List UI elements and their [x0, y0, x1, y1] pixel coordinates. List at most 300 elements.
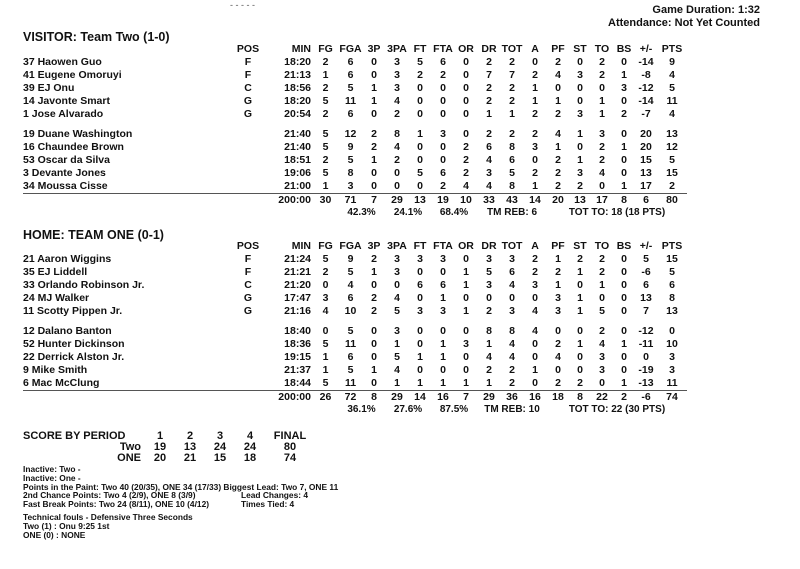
stat-cell [228, 377, 268, 390]
stat-cell: 1 [394, 338, 400, 351]
stat-cell: 3 [394, 68, 400, 81]
totals-blank [23, 193, 228, 206]
stat-cell: 5 [669, 81, 675, 94]
stat-cell: 1 [555, 252, 561, 265]
totals-blank [23, 390, 228, 403]
inactive-two: Inactive: Two - [23, 464, 81, 474]
stat-cell: 0 [577, 278, 583, 291]
stat-cell: 2 [532, 265, 538, 278]
stat-cell: 0 [577, 351, 583, 364]
stat-cell: 4 [555, 351, 561, 364]
stat-cell: 2 [532, 68, 538, 81]
stat-cell: 2 [555, 377, 561, 390]
column-header: A [531, 43, 539, 55]
total-cell: 13 [569, 193, 591, 206]
stat-cell: 5 [509, 167, 515, 180]
stat-cell: 1 [371, 94, 377, 107]
stat-cell: 0 [463, 325, 469, 338]
stat-cell: 9 [347, 141, 354, 154]
stat-cell: 18:36 [284, 338, 311, 351]
stat-cell: 0 [532, 351, 538, 364]
stat-cell: 0 [463, 107, 469, 120]
attendance: Attendance: Not Yet Counted [608, 17, 760, 29]
sbp-label: SCORE BY PERIOD [23, 430, 126, 442]
stat-cell: 0 [417, 81, 423, 94]
stat-cell: 1 [371, 154, 377, 167]
stat-cell: 0 [440, 265, 446, 278]
stat-cell: 2 [599, 55, 605, 68]
column-header: 3P [367, 43, 381, 55]
stat-cell: 2 [532, 252, 538, 265]
inactive-one: Inactive: One - [23, 472, 81, 483]
sbp-team: Two [119, 441, 141, 453]
stat-cell: 2 [599, 252, 605, 265]
period-header: 2 [186, 430, 194, 442]
total-cell: 8 [569, 390, 591, 403]
sbp-row [23, 442, 315, 453]
total-cell: 80 [657, 193, 687, 206]
row-gap [23, 317, 687, 325]
points-in-paint: Points in the Paint: Two 40 (20/35), ONE 34 (17/33) Biggest Lead: Two 7, ONE 11 [23, 481, 339, 492]
stat-cell: 11 [344, 338, 357, 351]
stat-cell: 3 [532, 278, 538, 291]
stat-cell: 3 [394, 265, 400, 278]
stat-cell: 6 [347, 107, 354, 120]
stat-cell: 2 [599, 325, 605, 338]
player-row [23, 69, 687, 82]
stat-cell: 0 [577, 325, 583, 338]
stat-cell: 2 [463, 167, 469, 180]
stat-cell: 0 [555, 81, 561, 94]
stat-cell: 0 [532, 377, 538, 390]
stat-cell: 0 [394, 278, 400, 291]
game-notes [23, 465, 338, 539]
total-cell: 14 [409, 390, 431, 403]
stat-cell: 3 [669, 364, 675, 377]
stat-cell: 1 [577, 265, 583, 278]
player-row [23, 325, 687, 338]
stat-cell: 3 [509, 304, 515, 317]
stat-cell: 4 [555, 128, 561, 141]
total-cell: 29 [385, 193, 409, 206]
player-row [23, 266, 687, 279]
stat-cell: 3 [599, 128, 605, 141]
stat-cell: 3 [577, 107, 583, 120]
total-cell: 33 [477, 193, 501, 206]
player-name: 37 Haowen Guo [23, 55, 102, 68]
total-cell: -6 [635, 390, 657, 403]
player-row [23, 338, 687, 351]
stat-cell: 3 [486, 167, 492, 180]
stat-cell: 12 [344, 128, 357, 141]
stat-cell: 4 [394, 94, 400, 107]
stat-cell: 1 [417, 377, 423, 390]
sbp-header [23, 431, 315, 442]
total-cell: 19 [431, 193, 455, 206]
stat-cell: 0 [463, 351, 469, 364]
stat-cell: 0 [440, 141, 446, 154]
stat-cell: 1 [371, 364, 377, 377]
stat-cell: 20 [640, 141, 652, 154]
stat-cell: 2 [322, 154, 329, 167]
stat-cell: 6 [347, 68, 354, 81]
stat-cell: 3 [486, 252, 492, 265]
player-name: 19 Duane Washington [23, 128, 133, 141]
stat-cell: 1 [621, 338, 627, 351]
column-header: PTS [661, 43, 683, 55]
stat-cell: 15 [640, 154, 652, 167]
stat-cell: C [244, 81, 252, 94]
stat-cell: 0 [417, 154, 423, 167]
player-name: 16 Chaundee Brown [23, 141, 124, 154]
stat-cell: 8 [347, 167, 354, 180]
stat-cell: 21:40 [284, 141, 311, 154]
total-cell: 18 [547, 390, 569, 403]
stat-cell: 3 [532, 141, 538, 154]
player-row [23, 128, 687, 141]
stat-cell: 0 [463, 364, 469, 377]
stat-cell: 3 [394, 81, 400, 94]
stat-cell: 5 [322, 141, 329, 154]
stat-cell: 2 [486, 81, 492, 94]
final-header: FINAL [273, 430, 307, 442]
row-gap [23, 120, 687, 128]
ft-pct: 68.4% [439, 206, 469, 218]
stat-cell: 5 [417, 55, 423, 68]
stat-cell: 3 [577, 68, 583, 81]
stat-cell: 11 [344, 94, 357, 107]
stat-cell: 1 [621, 180, 627, 193]
gap-cell [23, 120, 687, 128]
stat-cell: 0 [440, 364, 446, 377]
total-cell: 43 [501, 193, 523, 206]
stat-cell: 13 [640, 291, 652, 304]
stat-cell: 8 [486, 325, 492, 338]
player-name: 21 Aaron Wiggins [23, 252, 112, 265]
stat-cell: 5 [486, 265, 492, 278]
stat-cell: 3 [669, 351, 675, 364]
column-header: +/- [639, 43, 653, 55]
column-header: FGA [339, 240, 362, 252]
totals-blank [228, 193, 268, 206]
player-row [23, 377, 687, 390]
player-row [23, 108, 687, 121]
stat-cell: 1 [621, 377, 627, 390]
stat-cell: 0 [621, 167, 627, 180]
fg-pct: 42.3% [347, 206, 376, 218]
stat-cell: 4 [322, 304, 329, 317]
stat-cell: 0 [621, 304, 627, 317]
stat-cell: 6 [440, 55, 446, 68]
stat-cell: 0 [532, 291, 538, 304]
home-box-score [23, 240, 687, 417]
stat-cell: 4 [486, 180, 492, 193]
stat-cell: 0 [621, 128, 627, 141]
stat-cell: 4 [532, 325, 538, 338]
stat-cell: 1 [371, 265, 377, 278]
stat-cell: 0 [371, 55, 377, 68]
stat-cell: -12 [638, 81, 654, 94]
column-header: ST [573, 43, 587, 55]
stat-cell: 2 [555, 55, 561, 68]
total-turnovers: TOT TO: 18 (18 PTS) [568, 206, 666, 218]
visitor-title: VISITOR: Team Two (1-0) [23, 30, 170, 44]
stat-cell: G [243, 291, 253, 304]
ft-pct: 87.5% [439, 403, 469, 415]
stat-cell: 2 [577, 252, 583, 265]
fast-break-row [23, 500, 338, 509]
stat-cell: 3 [577, 167, 583, 180]
stat-cell: 1 [599, 278, 605, 291]
total-cell: 74 [657, 390, 687, 403]
game-meta [608, 4, 760, 30]
team-rebounds: TM REB: 10 [484, 403, 540, 415]
stat-cell: 3 [555, 291, 561, 304]
player-name: 6 Mac McClung [23, 377, 100, 390]
stat-cell: -6 [641, 265, 651, 278]
stat-cell: 5 [643, 252, 649, 265]
stat-cell: 4 [347, 278, 354, 291]
stat-cell: 0 [621, 265, 627, 278]
sbp-team: ONE [117, 452, 141, 464]
stat-cell: 3 [555, 304, 561, 317]
stat-cell: 5 [347, 265, 354, 278]
stat-cell: 1 [440, 338, 446, 351]
column-header: MIN [291, 43, 311, 55]
stat-cell: 5 [322, 338, 329, 351]
stat-cell: 11 [666, 94, 678, 107]
column-header: TO [594, 43, 610, 55]
stat-cell: 2 [555, 265, 561, 278]
column-header: POS [236, 240, 260, 252]
stat-cell: 1 [417, 351, 423, 364]
column-header: FG [318, 43, 333, 55]
stat-cell: C [244, 278, 252, 291]
stat-cell: 5 [322, 167, 329, 180]
column-header: 3PA [387, 43, 407, 55]
game-duration: Game Duration: 1:32 [652, 4, 760, 16]
stat-cell: 7 [486, 68, 492, 81]
stat-cell: 0 [621, 55, 627, 68]
stat-cell: G [243, 304, 253, 317]
stat-cell: 5 [322, 252, 329, 265]
stat-cell: 1 [509, 107, 515, 120]
total-cell: 2 [613, 390, 635, 403]
stat-cell: 2 [417, 68, 423, 81]
stat-cell: 2 [394, 154, 400, 167]
stat-cell: 3 [417, 252, 423, 265]
stat-cell: 0 [643, 351, 649, 364]
player-name: 24 MJ Walker [23, 291, 90, 304]
player-row [23, 167, 687, 180]
stat-cell: 6 [417, 278, 423, 291]
stat-cell: 17:47 [284, 291, 311, 304]
stat-cell: 2 [509, 364, 515, 377]
stat-cell: 2 [371, 141, 377, 154]
stat-cell: 5 [347, 81, 354, 94]
player-name: 22 Derrick Alston Jr. [23, 351, 125, 364]
period-score: 18 [243, 452, 257, 464]
stat-cell: F [244, 55, 252, 68]
stat-cell: 2 [509, 128, 515, 141]
stat-cell: 0 [621, 94, 627, 107]
stat-cell: 1 [555, 278, 561, 291]
column-header: TOT [501, 43, 523, 55]
total-cell: 10 [455, 193, 477, 206]
stat-cell: 8 [509, 325, 515, 338]
period-header: 4 [246, 430, 254, 442]
stat-cell: 0 [621, 278, 627, 291]
stat-cell [228, 128, 268, 141]
stat-cell: 18:56 [284, 81, 311, 94]
stat-cell: 0 [621, 154, 627, 167]
stat-cell: 4 [486, 154, 492, 167]
stat-cell: 4 [555, 68, 561, 81]
stat-cell: 0 [371, 325, 377, 338]
player-name: 11 Scotty Pippen Jr. [23, 304, 123, 317]
column-header: DR [481, 240, 497, 252]
total-cell: 26 [313, 390, 338, 403]
stat-cell: 0 [440, 81, 446, 94]
stat-cell: 2 [486, 55, 492, 68]
stat-cell: 6 [440, 278, 446, 291]
stat-cell: 6 [347, 55, 354, 68]
stat-cell: -19 [638, 364, 654, 377]
stat-cell [228, 364, 268, 377]
stat-cell: 3 [417, 304, 423, 317]
stat-cell: 1 [532, 364, 538, 377]
stat-cell: 19:15 [284, 351, 311, 364]
stat-cell: 3 [394, 55, 400, 68]
column-header: 3PA [387, 240, 407, 252]
stat-cell: 2 [509, 94, 515, 107]
stat-cell: 21:40 [284, 128, 311, 141]
period-score: 24 [243, 441, 257, 453]
player-row [23, 364, 687, 377]
player-name: 34 Moussa Cisse [23, 180, 108, 193]
top-marks: - - - - - [230, 0, 255, 10]
stat-cell: 18:44 [284, 377, 311, 390]
stat-cell: 4 [463, 180, 469, 193]
stat-cell: 0 [417, 338, 423, 351]
stat-cell: 2 [532, 107, 538, 120]
stat-cell: 0 [394, 180, 400, 193]
stat-cell: 4 [394, 364, 400, 377]
stat-cell: 0 [509, 291, 515, 304]
stat-cell: 5 [394, 304, 400, 317]
stat-cell: -7 [641, 107, 651, 120]
stat-cell: 1 [577, 338, 583, 351]
period-header: 3 [216, 430, 224, 442]
stat-cell: 6 [486, 141, 492, 154]
stat-cell: 2 [555, 107, 561, 120]
stat-cell: 2 [440, 180, 446, 193]
stat-cell: 3 [440, 252, 446, 265]
fg-pct: 36.1% [347, 403, 376, 415]
player-row [23, 351, 687, 364]
stat-cell: 7 [643, 304, 649, 317]
column-header: TO [594, 240, 610, 252]
player-row [23, 82, 687, 95]
technical-fouls: Technical fouls - Defensive Three Seconds [23, 511, 193, 522]
totals-row [23, 193, 687, 206]
stat-cell: 2 [486, 94, 492, 107]
stat-cell: 0 [322, 325, 329, 338]
stat-cell: 6 [509, 154, 515, 167]
stat-cell: F [244, 68, 252, 81]
period-score: 15 [213, 452, 227, 464]
stat-cell: 0 [599, 291, 605, 304]
player-name: 39 EJ Onu [23, 81, 75, 94]
player-name: 1 Jose Alvarado [23, 107, 104, 120]
stat-cell: 4 [599, 167, 605, 180]
player-row [23, 305, 687, 318]
stat-cell: 5 [417, 167, 423, 180]
stat-cell: 0 [555, 364, 561, 377]
stat-cell: 8 [509, 180, 515, 193]
period-score: 20 [153, 452, 167, 464]
gap-cell [23, 317, 687, 325]
stat-cell: 21:21 [284, 265, 311, 278]
stat-cell: 11 [344, 377, 357, 390]
total-cell: 72 [338, 390, 363, 403]
three-pct: 24.1% [393, 206, 423, 218]
stat-cell: 4 [509, 338, 515, 351]
sbp-row [23, 453, 315, 464]
player-name: 33 Orlando Robinson Jr. [23, 278, 145, 291]
stat-cell: 0 [463, 94, 469, 107]
stat-cell: 1 [322, 68, 329, 81]
stat-cell: 0 [463, 68, 469, 81]
stat-cell: 4 [394, 291, 400, 304]
stat-cell: 8 [394, 128, 400, 141]
player-row [23, 154, 687, 167]
player-name: 12 Dalano Banton [23, 325, 112, 338]
column-header: ST [573, 240, 587, 252]
stat-cell: 0 [532, 55, 538, 68]
player-name: 52 Hunter Dickinson [23, 338, 125, 351]
column-header: FGA [339, 43, 362, 55]
stat-cell: 4 [509, 278, 515, 291]
stat-cell: 0 [440, 325, 446, 338]
stat-cell: 1 [322, 180, 329, 193]
stat-cell: 3 [599, 351, 605, 364]
visitor-box-score [23, 43, 687, 220]
stat-cell: 2 [371, 252, 377, 265]
stat-cell: 19:06 [284, 167, 311, 180]
total-cell: 30 [313, 193, 338, 206]
stat-cell: 1 [577, 304, 583, 317]
column-header: PF [551, 43, 565, 55]
stat-cell: 13 [666, 304, 678, 317]
stat-cell: 2 [371, 304, 377, 317]
column-header: DR [481, 43, 497, 55]
stat-cell: 0 [371, 351, 377, 364]
stat-cell [228, 141, 268, 154]
player-row [23, 141, 687, 154]
stat-cell: 0 [440, 94, 446, 107]
period-score: 24 [213, 441, 227, 453]
stat-cell: 0 [621, 252, 627, 265]
stat-cell: 0 [371, 338, 377, 351]
stat-cell: 0 [463, 291, 469, 304]
stat-cell: 0 [371, 278, 377, 291]
stat-cell: -14 [638, 94, 654, 107]
stat-cell: 1 [621, 141, 627, 154]
stat-cell: 1 [532, 94, 538, 107]
score-by-period [23, 431, 315, 464]
stat-cell: 5 [322, 94, 329, 107]
